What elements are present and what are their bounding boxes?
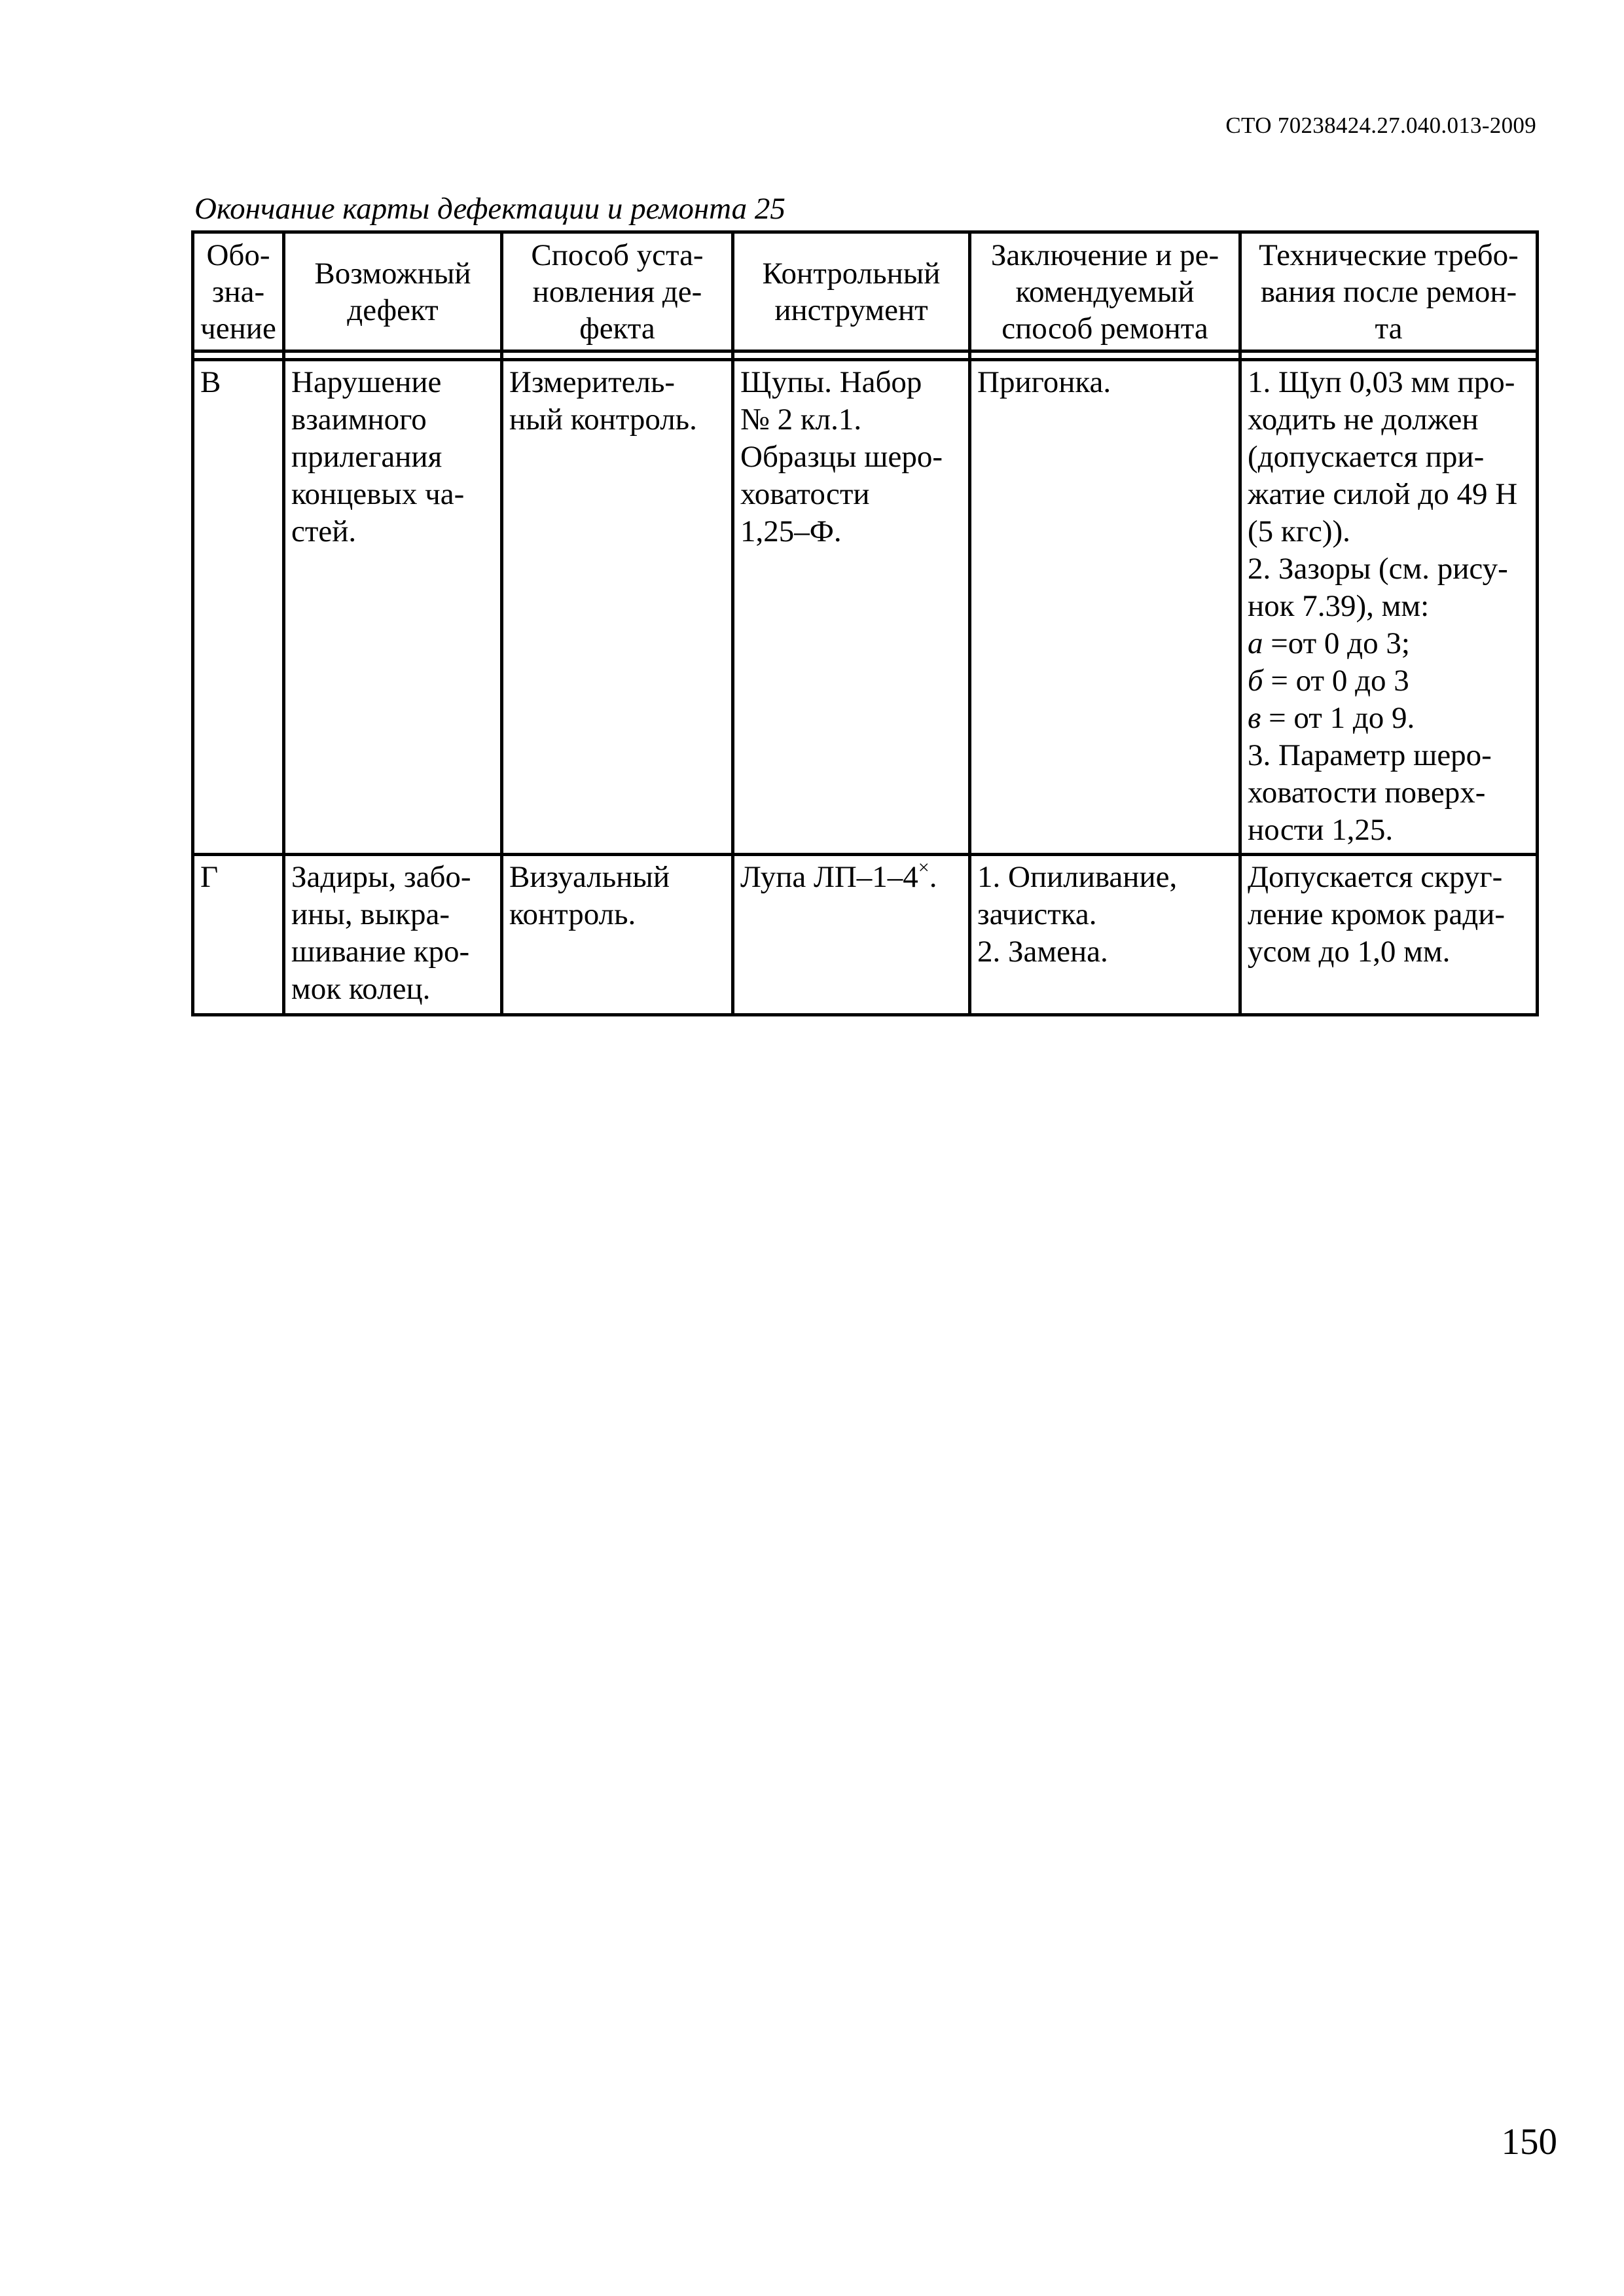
cell-line: ности 1,25. xyxy=(1248,813,1394,847)
header-line: новления де- xyxy=(532,274,702,309)
cell-line: шивание кро- xyxy=(291,935,470,969)
cell-line: ление кромок ради- xyxy=(1248,897,1506,931)
header-line: Заключение и ре- xyxy=(990,238,1219,272)
cell-line: Измеритель- xyxy=(509,365,676,399)
header-line: инструмент xyxy=(774,293,928,327)
cell-defect xyxy=(284,855,502,1015)
cell-line: ный контроль. xyxy=(509,403,697,437)
cell-instrument xyxy=(733,855,970,1015)
column-header-designation xyxy=(193,232,284,351)
header-line: Технические требо- xyxy=(1259,238,1519,272)
header-line: Контрольный xyxy=(762,256,941,291)
cell-line: (допускается при- xyxy=(1248,440,1485,474)
cell-line: контроль. xyxy=(509,897,636,931)
cell-line: ховатости xyxy=(740,477,870,511)
cell-line: усом до 1,0 мм. xyxy=(1248,935,1451,969)
gap-a-line xyxy=(1248,625,1530,662)
cell-designation: Г xyxy=(193,855,284,1015)
header-line: Обо- xyxy=(206,238,270,272)
cell-line: ины, выкра- xyxy=(291,897,450,931)
table-row xyxy=(193,855,1538,1015)
table-header-row xyxy=(193,232,1538,351)
cell-defect xyxy=(284,360,502,855)
separator-cell xyxy=(733,351,970,360)
cell-line: (5 кгс)). xyxy=(1248,514,1350,548)
separator-cell xyxy=(1240,351,1538,360)
cell-line: зачистка. xyxy=(977,897,1097,931)
page-number: 150 xyxy=(1501,2121,1557,2162)
cell-instrument xyxy=(733,360,970,855)
header-line: вания после ремон- xyxy=(1260,274,1517,309)
cell-line: прилегания xyxy=(291,440,442,474)
cell-line: Щупы. Набор xyxy=(740,365,922,399)
header-line: чение xyxy=(200,311,276,346)
table-caption: Окончание карты дефектации и ремонта 25 xyxy=(194,192,785,226)
instrument-period: . xyxy=(929,860,937,894)
cell-line: Задиры, забо- xyxy=(291,860,471,894)
separator-cell xyxy=(970,351,1240,360)
cell-line: Визуальный xyxy=(509,860,670,894)
cell-line: концевых ча- xyxy=(291,477,465,511)
gap-v-symbol: в xyxy=(1248,701,1261,735)
cell-line: нок 7.39), мм: xyxy=(1248,589,1430,623)
cell-line: 1. Щуп 0,03 мм про- xyxy=(1248,365,1515,399)
cell-line: 2. Зазоры (см. рису- xyxy=(1248,552,1508,586)
cell-designation: В xyxy=(193,360,284,855)
separator-cell xyxy=(284,351,502,360)
gap-b-symbol: б xyxy=(1248,664,1263,698)
cell-line: 2. Замена. xyxy=(977,935,1108,969)
defect-repair-table xyxy=(191,230,1539,1016)
header-line: Способ уста- xyxy=(531,238,704,272)
separator-cell xyxy=(193,351,284,360)
header-separator-row xyxy=(193,351,1538,360)
header-line: зна- xyxy=(211,274,265,309)
column-header-instrument xyxy=(733,232,970,351)
cell-requirements xyxy=(1240,855,1538,1015)
column-header-method xyxy=(502,232,733,351)
column-header-repair xyxy=(970,232,1240,351)
cell-line: Пригонка. xyxy=(977,365,1111,399)
magnification-mark: × xyxy=(918,857,929,878)
cell-line: Нарушение xyxy=(291,365,442,399)
cell-method xyxy=(502,360,733,855)
header-line: дефект xyxy=(347,293,439,327)
instrument-name: Лупа ЛП–1–4 xyxy=(740,860,918,894)
gap-b-line xyxy=(1248,662,1530,700)
separator-cell xyxy=(502,351,733,360)
cell-method xyxy=(502,855,733,1015)
cell-line: ховатости поверх- xyxy=(1248,776,1486,810)
column-header-defect xyxy=(284,232,502,351)
table-row xyxy=(193,360,1538,855)
gap-v-line xyxy=(1248,700,1530,737)
gap-v-value: = от 1 до 9. xyxy=(1261,701,1415,735)
cell-line: мок колец. xyxy=(291,972,431,1006)
gap-b-value: = от 0 до 3 xyxy=(1263,664,1409,698)
header-line: фекта xyxy=(579,311,655,346)
cell-line: № 2 кл.1. xyxy=(740,403,862,437)
gap-a-symbol: а xyxy=(1248,626,1263,660)
cell-line: 1. Опиливание, xyxy=(977,860,1178,894)
cell-line: стей. xyxy=(291,514,357,548)
cell-line: ходить не должен xyxy=(1248,403,1479,437)
gap-a-value: =от 0 до 3; xyxy=(1263,626,1410,660)
cell-repair xyxy=(970,360,1240,855)
cell-requirements xyxy=(1240,360,1538,855)
instrument-line xyxy=(740,859,963,896)
header-line: та xyxy=(1375,311,1403,346)
cell-line: Образцы шеро- xyxy=(740,440,943,474)
header-line: способ ремонта xyxy=(1001,311,1208,346)
header-line: Возможный xyxy=(314,256,471,291)
column-header-requirements xyxy=(1240,232,1538,351)
header-line: комендуемый xyxy=(1015,274,1195,309)
cell-line: Допускается скруг- xyxy=(1248,860,1503,894)
cell-line: 1,25–Ф. xyxy=(740,514,842,548)
cell-repair xyxy=(970,855,1240,1015)
cell-line: взаимного xyxy=(291,403,427,437)
document-code: СТО 70238424.27.040.013-2009 xyxy=(1225,113,1536,138)
cell-line: 3. Параметр шеро- xyxy=(1248,738,1492,772)
cell-line: жатие силой до 49 Н xyxy=(1248,477,1518,511)
